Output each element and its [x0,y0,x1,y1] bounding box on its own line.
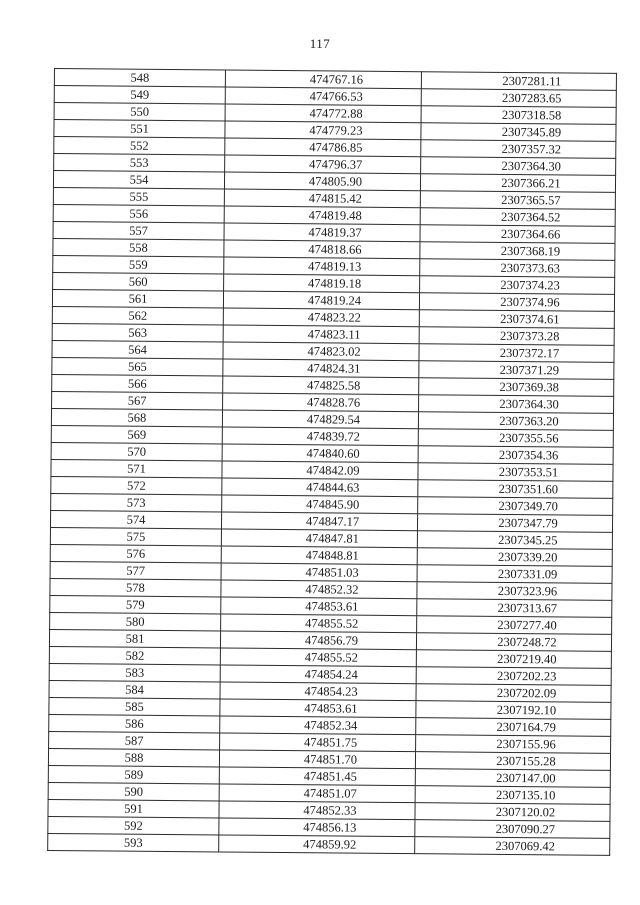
x-coordinate-cell: 474847.17 [221,512,417,531]
y-coordinate-cell: 2307164.79 [416,718,611,737]
y-coordinate-cell: 2307354.36 [418,446,613,465]
x-coordinate-cell: 474851.03 [221,563,417,582]
point-number-cell: 567 [52,391,223,409]
y-coordinate-cell: 2307365.57 [420,191,615,210]
y-coordinate-cell: 2307283.65 [421,89,616,108]
x-coordinate-cell: 474853.61 [220,699,416,718]
point-number-cell: 575 [50,527,221,545]
point-number-cell: 569 [51,425,222,443]
point-number-cell: 573 [51,493,222,511]
y-coordinate-cell: 2307368.19 [420,242,615,261]
y-coordinate-cell: 2307364.52 [420,208,615,227]
point-number-cell: 563 [52,323,223,341]
x-coordinate-cell: 474819.37 [224,223,420,242]
y-coordinate-cell: 2307281.11 [421,72,616,91]
x-coordinate-cell: 474855.52 [221,614,417,633]
page-number: 117 [309,36,331,51]
point-number-cell: 581 [49,629,220,647]
y-coordinate-cell: 2307374.23 [420,276,615,295]
point-number-cell: 548 [54,69,225,87]
point-number-cell: 579 [50,595,221,613]
y-coordinate-cell: 2307331.09 [417,565,612,584]
y-coordinate-cell: 2307351.60 [418,480,613,499]
x-coordinate-cell: 474829.54 [222,410,418,429]
y-coordinate-cell: 2307277.40 [417,616,612,635]
point-number-cell: 570 [51,442,222,460]
point-number-cell: 585 [49,697,220,715]
y-coordinate-cell: 2307353.51 [418,463,613,482]
point-number-cell: 559 [53,255,224,273]
y-coordinate-cell: 2307155.96 [416,735,611,754]
y-coordinate-cell: 2307366.21 [420,174,615,193]
point-number-cell: 565 [52,357,223,375]
point-number-cell: 566 [52,374,223,392]
x-coordinate-cell: 474772.88 [225,104,421,123]
point-number-cell: 568 [51,408,222,426]
y-coordinate-cell: 2307339.20 [417,548,612,567]
y-coordinate-cell: 2307120.02 [415,803,610,822]
y-coordinate-cell: 2307371.29 [419,361,614,380]
x-coordinate-cell: 474853.61 [221,597,417,616]
point-number-cell: 583 [49,663,220,681]
x-coordinate-cell: 474845.90 [222,495,418,514]
y-coordinate-cell: 2307318.58 [421,106,616,125]
x-coordinate-cell: 474819.13 [224,257,420,276]
y-coordinate-cell: 2307374.96 [419,293,614,312]
point-number-cell: 589 [48,765,219,783]
y-coordinate-cell: 2307349.70 [418,497,613,516]
x-coordinate-cell: 474823.02 [223,342,419,361]
coordinates-table-body [48,69,617,856]
point-number-cell: 561 [52,289,223,307]
y-coordinate-cell: 2307347.79 [417,514,612,533]
point-number-cell: 556 [53,204,224,222]
x-coordinate-cell: 474852.32 [221,580,417,599]
point-number-cell: 571 [51,459,222,477]
y-coordinate-cell: 2307313.67 [417,599,612,618]
point-number-cell: 590 [48,782,219,800]
x-coordinate-cell: 474786.85 [225,138,421,157]
x-coordinate-cell: 474852.34 [220,716,416,735]
point-number-cell: 552 [54,137,225,155]
y-coordinate-cell: 2307364.66 [420,225,615,244]
x-coordinate-cell: 474851.70 [219,750,415,769]
y-coordinate-cell: 2307345.89 [421,123,616,142]
point-number-cell: 578 [50,578,221,596]
x-coordinate-cell: 474766.53 [225,87,421,106]
x-coordinate-cell: 474844.63 [222,478,418,497]
point-number-cell: 591 [48,799,219,817]
y-coordinate-cell: 2307202.09 [416,684,611,703]
x-coordinate-cell: 474855.52 [220,648,416,667]
point-number-cell: 582 [49,646,220,664]
x-coordinate-cell: 474819.18 [224,274,420,293]
x-coordinate-cell: 474856.79 [220,631,416,650]
x-coordinate-cell: 474859.92 [219,835,415,854]
y-coordinate-cell: 2307219.40 [416,650,611,669]
x-coordinate-cell: 474851.45 [219,767,415,786]
point-number-cell: 572 [51,476,222,494]
y-coordinate-cell: 2307155.28 [415,752,610,771]
point-number-cell: 584 [49,680,220,698]
point-number-cell: 564 [52,340,223,358]
point-number-cell: 588 [48,748,219,766]
x-coordinate-cell: 474854.23 [220,682,416,701]
x-coordinate-cell: 474815.42 [224,189,420,208]
x-coordinate-cell: 474854.24 [220,665,416,684]
x-coordinate-cell: 474823.22 [223,308,419,327]
y-coordinate-cell: 2307345.25 [417,531,612,550]
point-number-cell: 550 [54,103,225,121]
x-coordinate-cell: 474852.33 [219,801,415,820]
point-number-cell: 592 [48,816,219,834]
x-coordinate-cell: 474842.09 [222,461,418,480]
y-coordinate-cell: 2307374.61 [419,310,614,329]
y-coordinate-cell: 2307357.32 [421,140,616,159]
y-coordinate-cell: 2307323.96 [417,582,612,601]
point-number-cell: 576 [50,544,221,562]
x-coordinate-cell: 474840.60 [222,444,418,463]
y-coordinate-cell: 2307192.10 [416,701,611,720]
x-coordinate-cell: 474805.90 [224,172,420,191]
x-coordinate-cell: 474819.48 [224,206,420,225]
x-coordinate-cell: 474851.07 [219,784,415,803]
point-number-cell: 554 [53,171,224,189]
point-number-cell: 558 [53,238,224,256]
point-number-cell: 551 [54,120,225,138]
y-coordinate-cell: 2307069.42 [415,837,610,856]
y-coordinate-cell: 2307248.72 [416,633,611,652]
y-coordinate-cell: 2307090.27 [415,820,610,839]
point-number-cell: 549 [54,86,225,104]
x-coordinate-cell: 474825.58 [223,376,419,395]
point-number-cell: 586 [49,714,220,732]
y-coordinate-cell: 2307202.23 [416,667,611,686]
x-coordinate-cell: 474828.76 [223,393,419,412]
x-coordinate-cell: 474823.11 [223,325,419,344]
x-coordinate-cell: 474767.16 [225,70,421,89]
y-coordinate-cell: 2307373.28 [419,327,614,346]
x-coordinate-cell: 474839.72 [222,427,418,446]
x-coordinate-cell: 474856.13 [219,818,415,837]
y-coordinate-cell: 2307369.38 [419,378,614,397]
x-coordinate-cell: 474819.24 [223,291,419,310]
point-number-cell: 580 [50,612,221,630]
coordinates-table [47,68,617,856]
y-coordinate-cell: 2307135.10 [415,786,610,805]
y-coordinate-cell: 2307147.00 [415,769,610,788]
point-number-cell: 574 [50,510,221,528]
y-coordinate-cell: 2307355.56 [418,429,613,448]
point-number-cell: 555 [53,187,224,205]
point-number-cell: 553 [54,154,225,172]
point-number-cell: 577 [50,561,221,579]
table-row [48,833,610,855]
x-coordinate-cell: 474848.81 [221,546,417,565]
point-number-cell: 560 [53,272,224,290]
y-coordinate-cell: 2307372.17 [419,344,614,363]
point-number-cell: 557 [53,221,224,239]
point-number-cell: 562 [52,306,223,324]
x-coordinate-cell: 474851.75 [220,733,416,752]
y-coordinate-cell: 2307363.20 [418,412,613,431]
y-coordinate-cell: 2307364.30 [421,157,616,176]
x-coordinate-cell: 474818.66 [224,240,420,259]
point-number-cell: 593 [48,833,219,851]
x-coordinate-cell: 474779.23 [225,121,421,140]
x-coordinate-cell: 474824.31 [223,359,419,378]
x-coordinate-cell: 474796.37 [225,155,421,174]
y-coordinate-cell: 2307364.30 [419,395,614,414]
x-coordinate-cell: 474847.81 [221,529,417,548]
point-number-cell: 587 [49,731,220,749]
y-coordinate-cell: 2307373.63 [420,259,615,278]
